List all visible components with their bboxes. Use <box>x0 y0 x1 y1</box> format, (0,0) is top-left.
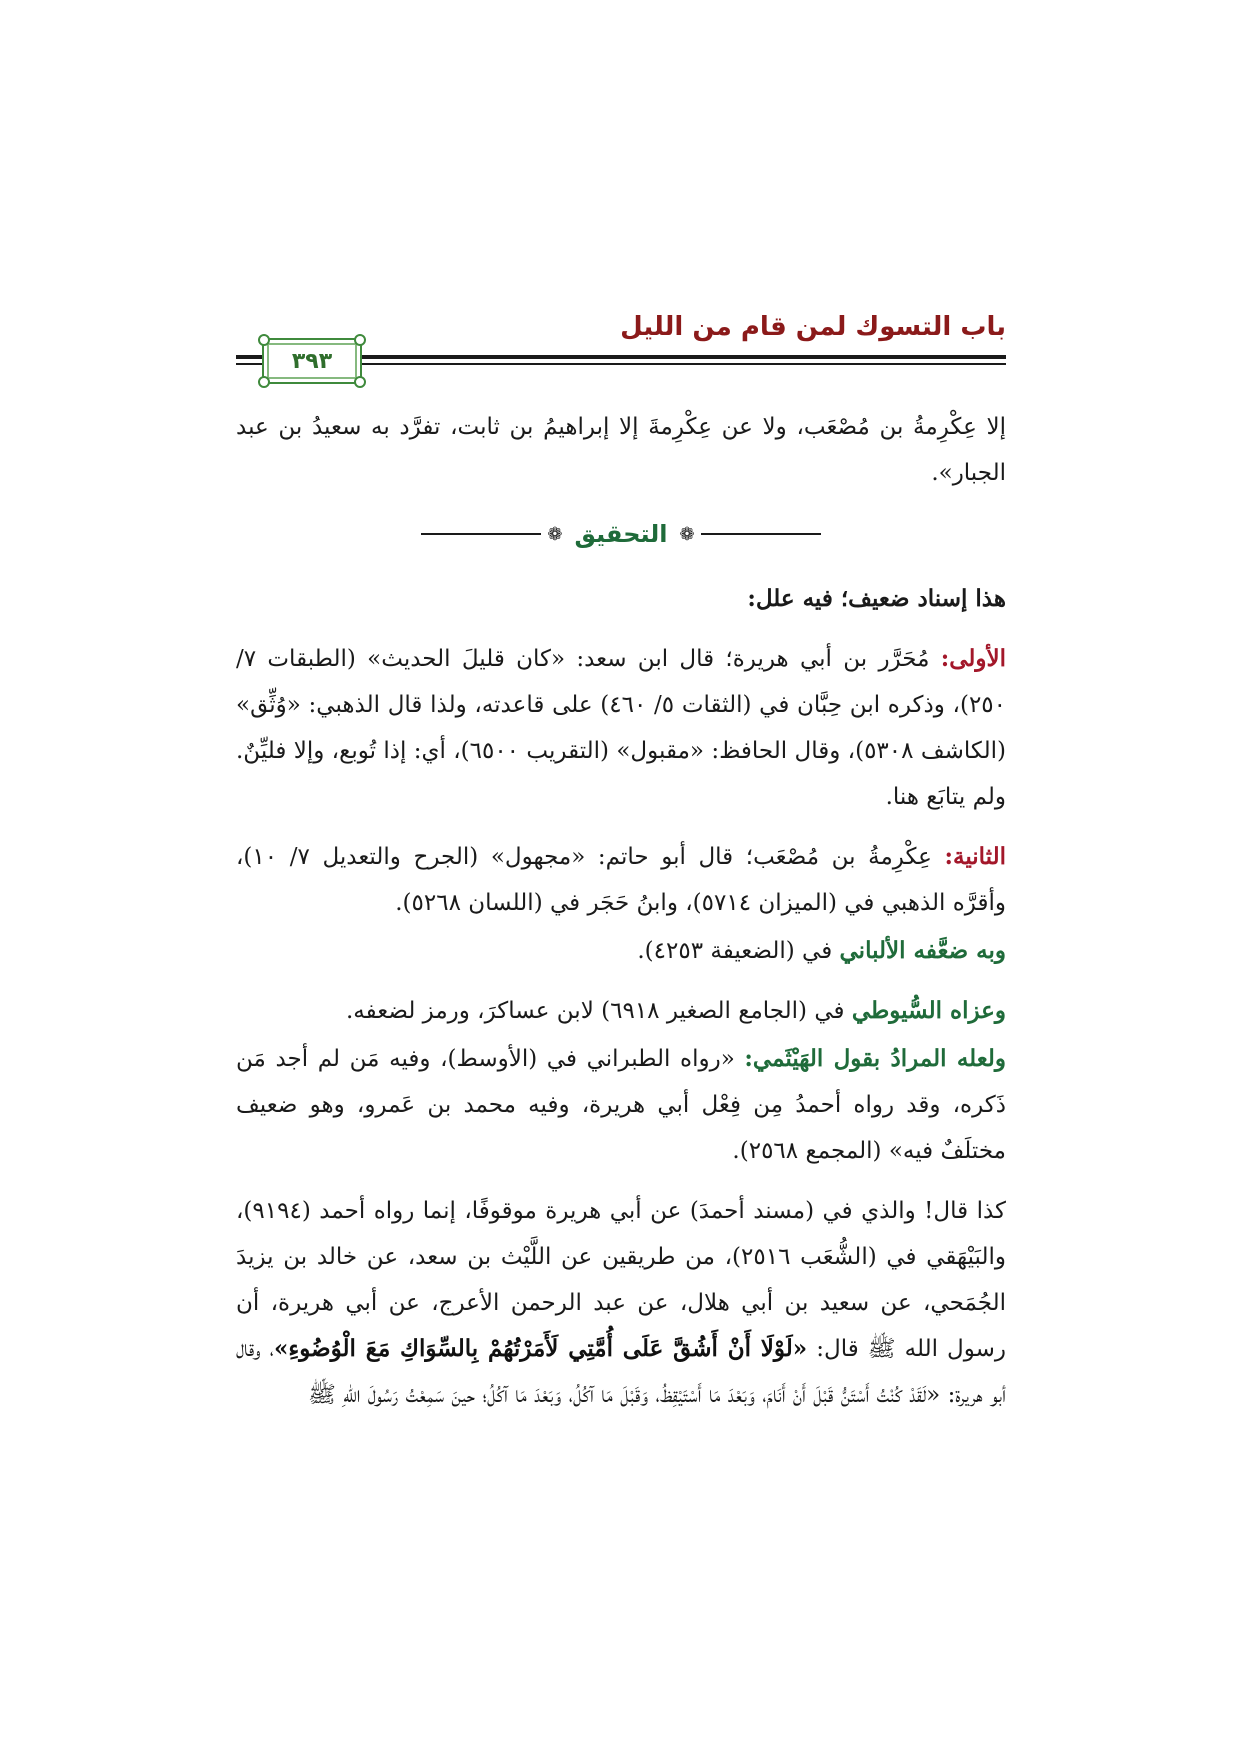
albani-text: في (الضعيفة ٤٢٥٣). <box>637 938 833 964</box>
badge-corner-ornament <box>354 376 366 388</box>
page-body <box>236 404 1006 1418</box>
section-divider <box>236 514 1006 554</box>
hadith-text: «لَوْلَا أَنْ أَشُقَّ عَلَى أُمَّتِي لَأَمَرْتُهُمْ بِالسِّوَاكِ مَعَ الْوُضُوءِ» <box>274 1335 808 1362</box>
section-title: التحقيق <box>574 520 668 548</box>
ornament-icon: ❁ <box>679 523 695 545</box>
page-number-badge <box>262 338 362 384</box>
badge-corner-ornament <box>258 334 270 346</box>
haythami-text: «رواه الطبراني في (الأوسط)، وفيه مَن لم أجد مَن ذَكره، وقد رواه أحمدُ مِن فِعْل أبي هريرة، وفيه محمد بن عَمرو، وهو ضعيف مختلَفٌ فيه» (المجمع ٢٥٦٨). <box>236 1046 1006 1164</box>
intro-paragraph <box>236 404 1006 496</box>
suyuti-paragraph <box>236 988 1006 1034</box>
final-paragraph <box>236 1188 1006 1418</box>
final-text-before: كذا قال! والذي في (مسند أحمدَ) عن أبي هريرة موقوفًا، إنما رواه أحمد (٩١٩٤)، والبَيْهَقي في (الشُّعَب ٢٥١٦)، من طريقين عن اللَّيْث بن سعد، عن خالد بن يزيدَ الجُمَحي، عن سعيد بن أبي هلال، عن عبد الرحمن الأعرج، عن أبي هريرة، أن رسول الله ﷺ قال: <box>236 1198 1007 1362</box>
page-number: ٣٩٣ <box>291 348 333 374</box>
haythami-label: ولعله المرادُ بقول الهَيْثَمي: <box>744 1045 1006 1072</box>
first-defect-text: مُحَرَّر بن أبي هريرة؛ قال ابن سعد: «كان قليلَ الحديث» (الطبقات ٧/ ٢٥٠)، وذكره ابن حِبَّان في (الثقات ٥/ ٤٦٠) على قاعدته، ولذا قال الذهبي: «وُثِّق» (الكاشف ٥٣٠٨)، وقال الحافظ: «مقبول» (التقريب ٦٥٠٠)، أي: إذا تُوبع، وإلا فليِّنٌ. ولم يتابَع هنا. <box>236 646 1007 810</box>
second-defect-text: عِكْرِمةُ بن مُصْعَب؛ قال أبو حاتم: «مجهول» (الجرح والتعديل ٧/ ١٠)، وأقرَّه الذهبي في (الميزان ٥٧١٤)، وابنُ حَجَر في (اللسان ٥٢٦٨). <box>236 844 1006 916</box>
second-defect-label: الثانية: <box>944 843 1007 870</box>
ornament-icon: ❁ <box>547 523 563 545</box>
suyuti-label: وعزاه السُّيوطي <box>851 997 1006 1024</box>
summary-text: هذا إسناد ضعيف؛ فيه علل: <box>747 585 1006 612</box>
page-header <box>236 312 1006 384</box>
summary-paragraph <box>236 576 1006 622</box>
suyuti-text: في (الجامع الصغير ٦٩١٨) لابن عساكرَ، ورمز لضعفه. <box>346 998 845 1024</box>
divider-line-left <box>421 533 541 535</box>
haythami-paragraph <box>236 1036 1006 1174</box>
badge-corner-ornament <box>258 376 270 388</box>
second-defect-paragraph <box>236 834 1006 926</box>
badge-corner-ornament <box>354 334 366 346</box>
divider-line-right <box>701 533 821 535</box>
first-defect-label: الأولى: <box>940 645 1006 672</box>
final-text-after: ، وقال أبو هريرة: «لَقَدْ كُنْتُ أَسْتَنُّ قَبْلَ أَنْ أَنَامَ، وَبَعْدَ مَا أَسْتَيْقِظُ، وَقَبْلَ مَا آكُلُ، وَبَعْدَ مَا آكُلُ؛ حينَ سَمِعْتُ رَسُولَ اللهِ ﷺ <box>236 1336 1006 1408</box>
albani-label: وبه ضعَّفه الألباني <box>839 937 1006 964</box>
first-defect-paragraph <box>236 636 1006 820</box>
chapter-title: باب التسوك لمن قام من الليل <box>620 312 1006 342</box>
albani-paragraph <box>236 928 1006 974</box>
intro-text: إلا عِكْرِمةُ بن مُصْعَب، ولا عن عِكْرِمةَ إلا إبراهيمُ بن ثابت، تفرَّد به سعيدُ بن عبد الجبار». <box>236 414 1006 486</box>
